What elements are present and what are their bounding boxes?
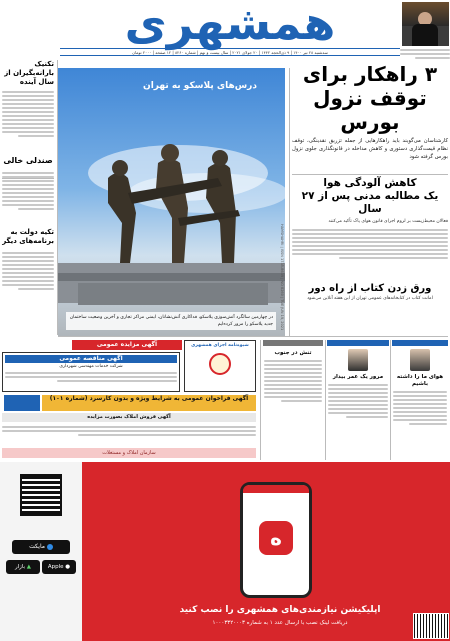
classifieds-box-2[interactable] (184, 340, 256, 392)
masthead (0, 0, 450, 70)
column2-title[interactable]: مرور یک عمر بیدار (332, 374, 384, 380)
classifieds-footer[interactable]: سازمان املاک و مستغلات (2, 448, 256, 458)
column1-title[interactable]: هوای ما را داشته باشیم (396, 374, 444, 387)
photo-side-strip: HAMSHAHRI | ISSN 1735-8639 | NO 8260 | TUE JUN 19, 2021 (280, 223, 284, 330)
lead-story (292, 62, 448, 172)
qr-code[interactable] (22, 476, 60, 514)
statue-illustration (58, 68, 285, 336)
divider (390, 340, 391, 460)
store-button-bazaar[interactable] (6, 560, 40, 574)
apple-icon: ● (65, 564, 71, 570)
column3-tag (263, 340, 323, 346)
box1-title: آگهی مناقصه عمومی (5, 355, 177, 363)
column2-text (327, 381, 389, 451)
classifieds-badge[interactable] (4, 395, 40, 411)
story3-body: امانت کتاب در کتابخانه‌های عمومی تهران از این هفته آنلاین می‌شود (307, 296, 433, 301)
app-icon: ه (259, 521, 293, 555)
myket-icon (47, 544, 53, 550)
box1-sub: شرکت خدمات مهندسی شهرداری (59, 364, 123, 369)
column2-avatar[interactable] (348, 349, 368, 371)
divider (325, 340, 326, 460)
main-photo[interactable] (58, 68, 285, 336)
story2-headline-line2[interactable]: یک مطالبه مدنی پس از ۲۷ سال (301, 190, 439, 215)
barcode (414, 614, 448, 638)
masthead-thumbnail[interactable] (402, 2, 449, 46)
left-headline-3[interactable]: تکیه دولت به برنامه‌های دیگر (2, 228, 54, 245)
store-button-apple[interactable] (42, 560, 76, 574)
store-button-myket[interactable] (12, 540, 70, 554)
lead-headline-line2[interactable]: توقف نزول بورس (313, 86, 427, 134)
column-3 (263, 340, 323, 460)
story-3 (292, 282, 448, 332)
store3-label: بازار (14, 564, 26, 570)
classifieds-section (2, 340, 257, 460)
dateline: سه‌شنبه ۲۸ تیر ۱۴۰۰ | ۹ ذی‌الحجه ۱۴۴۲ | ۲۰ جولای ۲۰۲۱ | سال بیست و نهم | شماره ۸۲۶۰ | ۱۲ صفحه | ۲۰۰۰ تومان (60, 48, 400, 56)
ad-left-panel (0, 462, 82, 641)
ad-headline: اپلیکیشن نیازمندی‌های همشهری را نصب کنید (179, 605, 381, 615)
column3-title[interactable]: تنش در جنوب (274, 350, 312, 356)
photo-caption: درس‌های پلاسکو به تهران (143, 81, 257, 91)
left-headline-1[interactable]: تکنیک بارانه‌بگیران از سال آینده (4, 60, 54, 86)
divider (58, 336, 448, 337)
left-headline-2[interactable]: صندلی خالی (3, 156, 53, 165)
photo-overlay: در چهارمین سالگرد آتش‌سوزی پلاسکو، فداکاری آتش‌نشانان، ایمنی مراکز تجاری و آخرین وضعیت ساختمان جدید پلاسکو را مرور کرده‌ایم (66, 312, 276, 330)
story-2 (292, 177, 448, 277)
classifieds-title[interactable]: آگهی مزایده عمومی (72, 340, 182, 350)
column1-avatar[interactable] (410, 349, 430, 371)
lead-headline-line1[interactable]: ۳ راهکار برای (302, 62, 438, 86)
story2-body: فعالان محیط‌زیست بر لزوم اجرای قانون هوای پاک تأکید می‌کنند (328, 219, 448, 224)
story2-headline-line1[interactable]: کاهش آلودگی هوا (323, 177, 417, 189)
story3-headline[interactable]: ورق زدن کتاب از راه دور (308, 283, 432, 294)
phone-screen-header (243, 485, 309, 493)
column-1 (392, 340, 448, 460)
column2-tag (327, 340, 389, 346)
divider (260, 340, 261, 460)
phone-mockup (240, 482, 312, 598)
store1-label: مایکت (29, 543, 45, 550)
ad-sub: دریافت لینک نصب با ارسال عدد ۱ به شماره ۱۰۰۰۳۳۲۰۰۰۳ (212, 620, 348, 626)
left-story-3-text (0, 248, 56, 330)
classifieds-notice[interactable]: آگهی فروش املاک بصورت مزایده (2, 413, 256, 422)
box2-title: شیوه‌نامه اجرای همشهری (191, 343, 249, 348)
story2-text (292, 227, 448, 277)
column1-text (392, 388, 448, 458)
column3-text (263, 357, 323, 452)
column1-tag (392, 340, 448, 346)
classifieds-banner[interactable]: آگهی فراخوان عمومی به شرایط ویژه و بدون کارسرد (شماره ۱۰۱) (42, 395, 256, 411)
classifieds-box-1[interactable] (2, 352, 180, 392)
lead-body: کارشناسان می‌گویند باید راهکارهایی از جمله تزریق نقدینگی، توقف نظام قیمت‌گذاری دستوری و کاهش مداخله در قانونگذاری جلوی نزول بورس گرفته شود (292, 138, 448, 160)
bazaar-icon: ▲ (26, 564, 32, 570)
divider (292, 174, 448, 175)
store2-label: Apple (47, 564, 64, 570)
logo-text: همشهری (124, 0, 336, 50)
app-ad[interactable] (0, 462, 450, 641)
divider (289, 68, 290, 336)
seal-icon (209, 353, 231, 375)
column-2 (327, 340, 389, 460)
classifieds-text (2, 424, 256, 446)
logo (60, 0, 400, 48)
